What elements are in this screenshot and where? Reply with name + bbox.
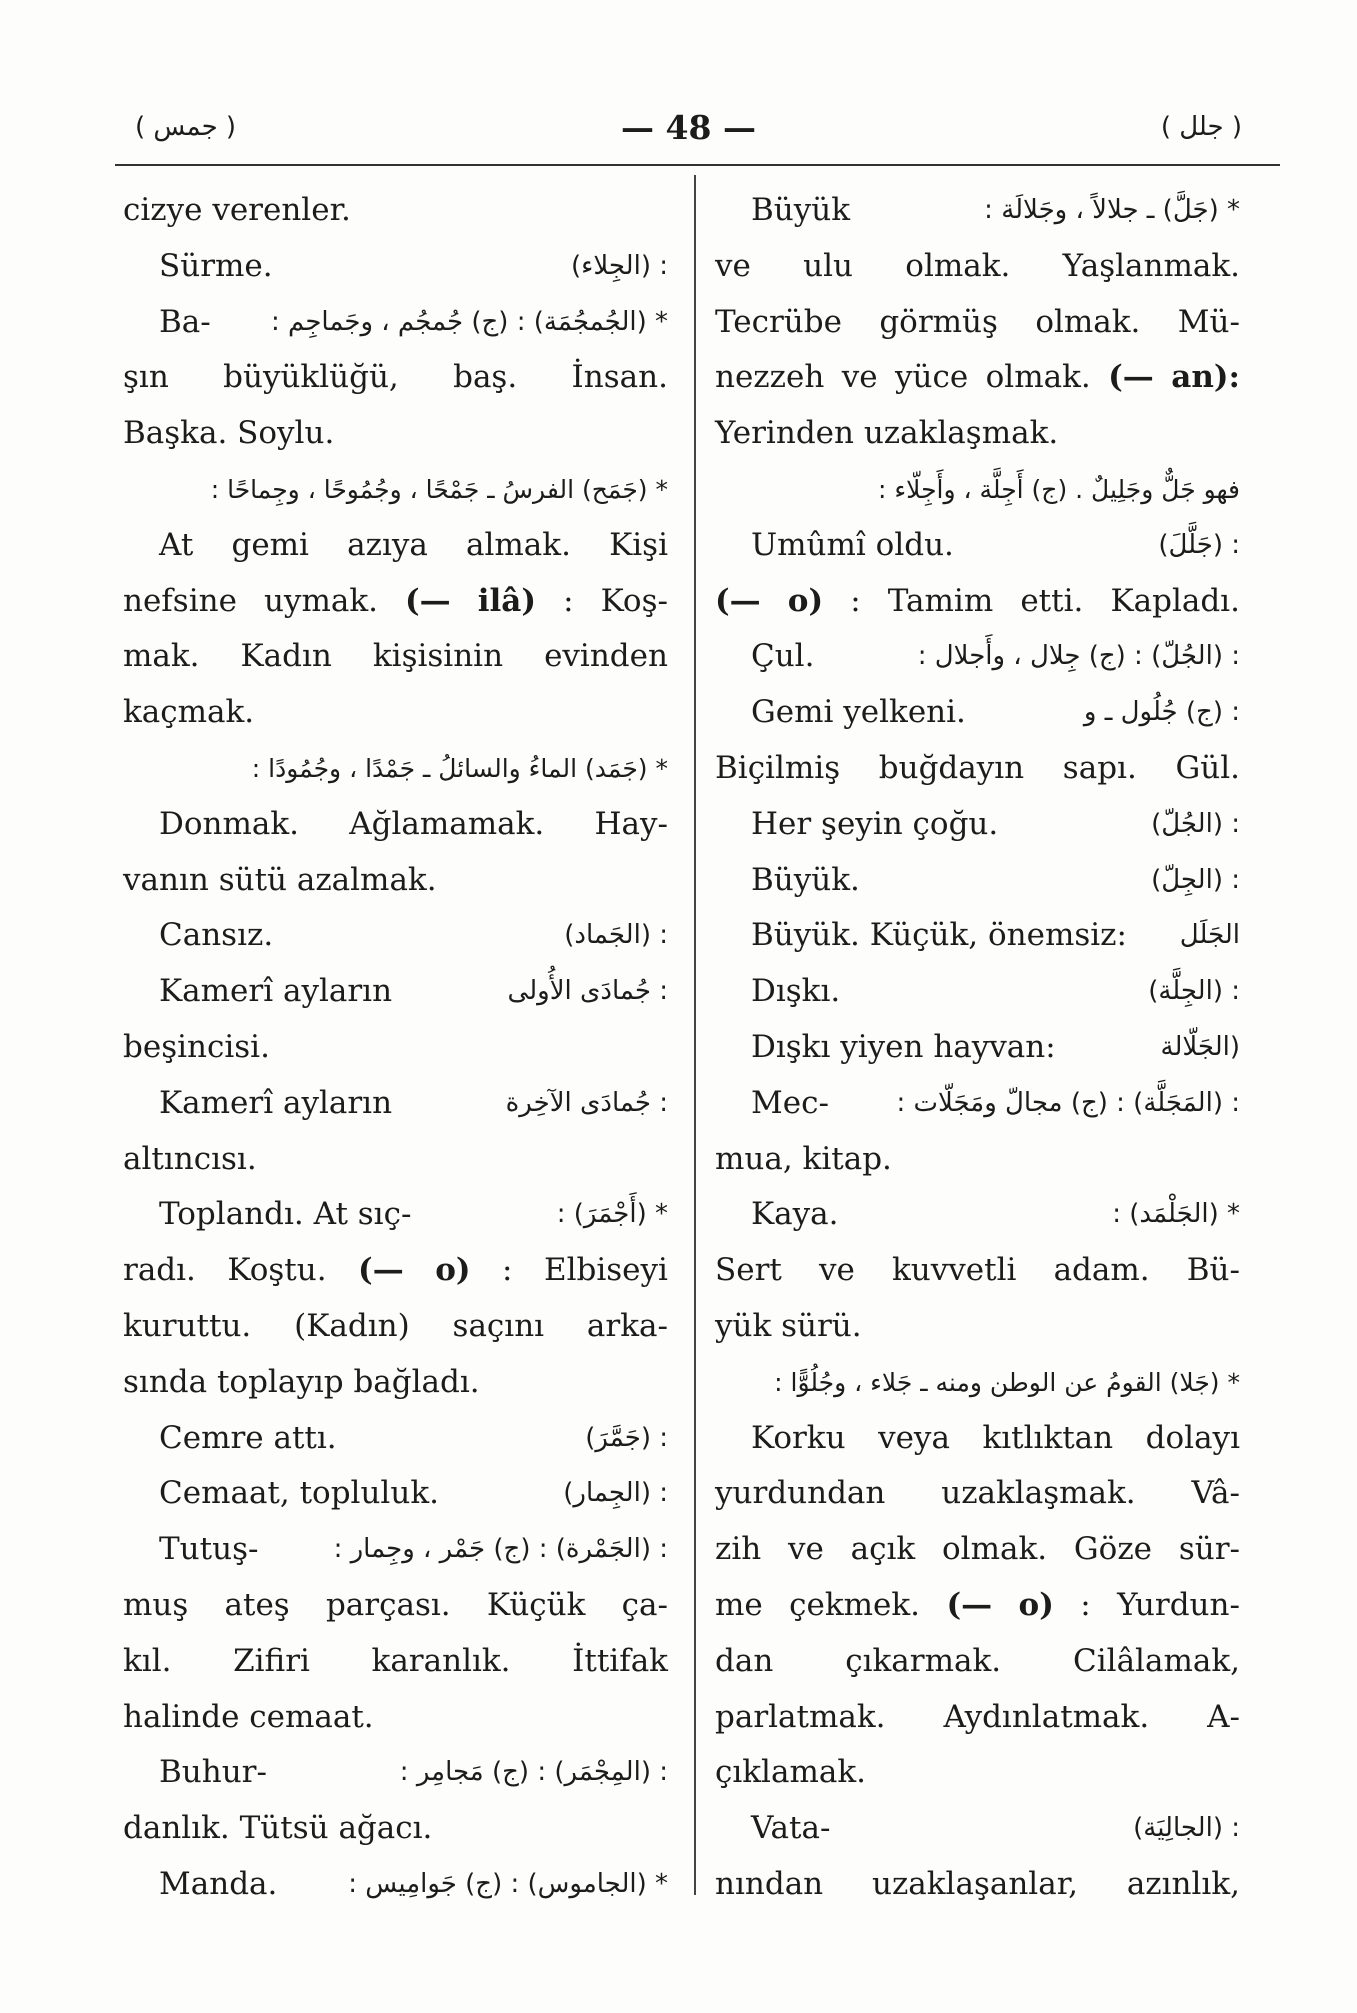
word: azınlık, [1126,1865,1240,1902]
arabic-headword: * (أَجْمَرَ) : [556,1199,668,1230]
word: ve [788,1531,824,1568]
word: (— [358,1252,404,1289]
word: uzaklaşanlar, [871,1865,1078,1902]
definition-text: Manda. [159,1865,278,1902]
arabic-headword: : جُمادَى الآخِرة [505,1087,668,1118]
word: nezzeh [715,359,825,396]
word: ulu [803,247,853,284]
word: kişisinin [372,638,504,675]
page-number: — 48 — [621,108,756,147]
word: Koş- [600,582,668,619]
definition-text: Dışkı. [751,973,841,1010]
word: olmak. [942,1531,1048,1568]
word: nından [715,1865,824,1902]
arabic-headword: الجَلَل [1179,920,1240,951]
word: At [159,526,194,563]
definition-text: Büyük [751,192,851,228]
definition-text: mua, kitap. [715,1140,892,1177]
arabic-headword: : (الجِلاء) [571,250,668,281]
column-divider [694,175,696,1895]
arabic-headword: * (جَلَّ) ـ جلالاً ، وجَلالَة : [984,195,1240,225]
text-line [123,183,668,239]
word: Koştu. [227,1252,327,1289]
word: çekmek. [789,1586,921,1623]
definition-text: Cemaat, topluluk. [159,1475,439,1512]
arabic-headword: (الجَلّالة [1160,1031,1240,1062]
text-line [123,1690,668,1746]
word: buğdayın [878,749,1025,786]
word: Donmak. [159,805,299,842]
word: ve [715,247,751,284]
text-line [123,1411,668,1467]
text-line [715,1132,1240,1188]
definition-text: Yerinden uzaklaşmak. [715,415,1059,452]
word: görmüş [879,303,998,340]
arabic-headword: * (الجُمجُمَة) : (ج) جُمجُم ، وجَماجِم : [271,306,668,337]
word: dolayı [1145,1419,1240,1456]
definition-text: altıncısı. [123,1140,257,1177]
word: Cilâlamak, [1073,1642,1240,1679]
word: o) [435,1252,471,1289]
text-line [715,1020,1240,1076]
text-line [123,1020,668,1076]
definition-text: Toplandı. At sıç- [159,1196,412,1233]
word: kıtlıktan [982,1419,1114,1456]
word: Gül. [1175,749,1240,786]
text-line [715,574,1240,630]
definition-text: sında toplayıp bağladı. [123,1363,480,1400]
text-line [715,741,1240,797]
word: ça- [621,1586,668,1623]
word: Elbiseyi [543,1252,668,1289]
page-header [115,108,1262,164]
word: uzaklaşmak. [941,1475,1136,1512]
text-line [123,1132,668,1188]
word: muş [123,1586,189,1623]
word: Göze [1073,1531,1153,1568]
header-rule [115,164,1280,166]
definition-text: Vata- [751,1810,831,1847]
definition-text: Cansız. [159,917,274,954]
text-line [123,518,668,574]
word: Zifiri [233,1642,310,1679]
arabic-headword: فهو جَلٌّ وجَلِيلٌ . (ج) أَجِلَّة ، وأَجِلّاء : [878,474,1240,504]
text-line [123,629,668,685]
word: Sert [715,1252,782,1289]
arabic-headword: : (الجُلّ) : (ج) جِلال ، وأَجلال : [917,641,1240,672]
word: o) [787,582,824,619]
word: o) [1018,1586,1054,1623]
text-line [715,1578,1240,1634]
text-line [123,1578,668,1634]
word: ve [841,359,878,396]
text-line [715,1355,1240,1411]
text-line [123,853,668,909]
arabic-headword: : (الجَماد) [564,920,668,951]
definition-text: Buhur- [159,1754,267,1791]
definition-text: danlık. Tütsü ağacı. [123,1810,433,1847]
text-line [123,462,668,518]
definition-text: Kamerî ayların [159,973,393,1010]
arabic-headword: : (الجِمار) [563,1478,668,1509]
word: saçını [452,1307,545,1344]
word: sür- [1178,1531,1240,1568]
text-line [715,797,1240,853]
word: Biçilmiş [715,749,841,786]
text-line [123,1299,668,1355]
definition-text: Kaya. [751,1196,839,1233]
arabic-headword: : (المِجْمَر) : (ج) مَجامِر : [399,1757,668,1788]
arabic-headword: * (الجاموس) : (ج) جَوامِيس : [348,1868,668,1899]
text-line [123,797,668,853]
text-line [715,1411,1240,1467]
word: evinden [544,638,668,675]
text-line [715,964,1240,1020]
word: Kadın [240,638,332,675]
arabic-headword: : (جَلَّلَ) [1158,529,1240,560]
arabic-headword: : (الجالِيَة) [1133,1813,1240,1844]
text-line [123,1801,668,1857]
definition-text: Sürme. [159,247,273,284]
word: mak. [123,638,200,675]
word: karanlık. [371,1642,511,1679]
definition-text: Tutuş- [159,1531,259,1568]
text-line [715,629,1240,685]
word: Yaşlanmak. [1062,247,1240,284]
text-line [715,1522,1240,1578]
word: : [563,582,574,619]
word: Kapladı. [1110,582,1240,619]
text-line [715,1187,1240,1243]
word: şın [123,359,169,396]
text-line [123,574,668,630]
text-line [123,1634,668,1690]
word: an): [1171,359,1240,396]
text-line [123,295,668,351]
definition-text: yük sürü. [715,1307,862,1344]
arabic-headword: * (جَمَد) الماءُ والسائلُ ـ جَمْدًا ، وجُمُودًا : [251,753,668,783]
text-line [123,1243,668,1299]
header-right-keyword: ( جلل ) [1160,112,1242,142]
arabic-headword: : جُمادَى الأُولى [507,976,668,1007]
text-line [715,1299,1240,1355]
word: ateş [224,1586,290,1623]
word: (— [1108,359,1154,396]
definition-text: Cemre attı. [159,1419,337,1456]
word: (— [946,1586,993,1623]
definition-text: Başka. Soylu. [123,415,335,452]
word: Tecrübe [715,303,842,340]
text-line [123,1355,668,1411]
definition-text: Dışkı yiyen hayvan: [751,1028,1056,1065]
text-line [715,685,1240,741]
arabic-headword: * (جَمَح) الفرسُ ـ جَمْحًا ، وجُمُوحًا ، وجِماحًا : [210,474,668,504]
arabic-headword: : (الجُلّ) [1151,808,1240,839]
arabic-headword: : (المَجَلَّة) : (ج) مجالّ ومَجَلّات : [896,1087,1240,1118]
word: Bü- [1186,1252,1240,1289]
text-line [123,239,668,295]
text-line [715,1745,1240,1801]
word: zih [715,1531,762,1568]
word: Mü- [1177,303,1240,340]
text-line [123,908,668,964]
word: Kişi [609,526,668,563]
word: ilâ) [477,582,537,619]
word: (Kadın) [294,1307,410,1344]
word: me [715,1586,763,1623]
definition-text: Mec- [751,1084,829,1121]
word: etti. [1020,582,1084,619]
text-line [715,350,1240,406]
word: baş. [453,359,518,396]
text-line [715,183,1240,239]
text-line [715,239,1240,295]
word: Tamim [887,582,994,619]
word: ve [819,1252,855,1289]
word: Küçük [486,1586,586,1623]
definition-text: Her şeyin çoğu. [751,805,999,842]
text-line [123,1745,668,1801]
word: olmak. [985,359,1091,396]
definition-text: vanın sütü azalmak. [123,861,437,898]
text-line [715,1801,1240,1857]
text-line [715,1243,1240,1299]
text-line [715,406,1240,462]
word: Yurdun- [1117,1586,1240,1623]
text-line [123,1522,668,1578]
word: İnsan. [571,359,668,396]
word: kuvvetli [892,1252,1017,1289]
text-line [123,1466,668,1522]
header-left-keyword: ( جمس ) [135,112,237,142]
definition-text: Büyük. Küçük, önemsiz: [751,917,1127,954]
word: Hay- [594,805,668,842]
word: parlatmak. [715,1698,886,1735]
word: yurdundan [715,1475,886,1512]
text-line [123,964,668,1020]
text-line [715,1690,1240,1746]
text-line [715,1634,1240,1690]
word: Ağlamamak. [349,805,545,842]
text-line [715,1857,1240,1913]
text-line [123,685,668,741]
word: kuruttu. [123,1307,252,1344]
word: almak. [466,526,571,563]
definition-text: Çul. [751,638,815,675]
word: arka- [586,1307,668,1344]
word: Vâ- [1191,1475,1240,1512]
word: (— [405,582,451,619]
word: : [850,582,861,619]
word: gemi [231,526,309,563]
arabic-headword: : (الجِلّ) [1151,864,1240,895]
word: Korku [751,1419,846,1456]
word: olmak. [1035,303,1141,340]
definition-text: Umûmî oldu. [751,526,954,563]
text-line [715,908,1240,964]
text-line [715,518,1240,574]
word: sapı. [1062,749,1137,786]
word: uymak. [263,582,378,619]
word: adam. [1053,1252,1150,1289]
arabic-headword: * (جَلا) القومُ عن الوطن ومنه ـ جَلاء ، وجُلُوًّا : [774,1367,1240,1397]
definition-text: beşincisi. [123,1028,270,1065]
word: İttifak [572,1642,668,1679]
text-line [123,741,668,797]
arabic-headword: : (جَمَّرَ) [585,1422,668,1453]
definition-text: Büyük. [751,861,860,898]
definition-text: kaçmak. [123,694,255,731]
definition-text: çıklamak. [715,1754,866,1791]
word: veya [878,1419,950,1456]
right-column [715,183,1240,1913]
text-line [715,295,1240,351]
word: nefsine [123,582,237,619]
definition-text: halinde cemaat. [123,1698,374,1735]
word: çıkarmak. [845,1642,1002,1679]
text-line [123,1076,668,1132]
arabic-headword: : (الجِلَّة) [1148,976,1240,1007]
arabic-headword: * (الجَلْمَد) : [1112,1199,1240,1230]
word: : [1080,1586,1091,1623]
word: açık [850,1531,916,1568]
word: azıya [347,526,428,563]
word: A- [1207,1698,1240,1735]
text-line [715,853,1240,909]
text-line [123,1857,668,1913]
word: parçası. [325,1586,451,1623]
text-line [715,1466,1240,1522]
text-line [123,406,668,462]
word: (— [715,582,761,619]
word: olmak. [905,247,1011,284]
text-line [123,350,668,406]
word: yüce [895,359,969,396]
definition-text: cizye verenler. [123,192,351,228]
left-column [123,183,668,1913]
text-line [123,1187,668,1243]
word: büyüklüğü, [223,359,399,396]
definition-text: Ba- [159,303,211,340]
definition-text: Kamerî ayların [159,1084,393,1121]
word: radı. [123,1252,196,1289]
text-line [715,462,1240,518]
word: : [502,1252,513,1289]
word: dan [715,1642,774,1679]
word: Aydınlatmak. [943,1698,1150,1735]
definition-text: Gemi yelkeni. [751,694,966,731]
text-line [715,1076,1240,1132]
word: kıl. [123,1642,172,1679]
arabic-headword: : (ج) جُلُول ـ و [1083,697,1240,728]
arabic-headword: : (الجَمْرة) : (ج) جَمْر ، وجِمار : [333,1534,668,1565]
